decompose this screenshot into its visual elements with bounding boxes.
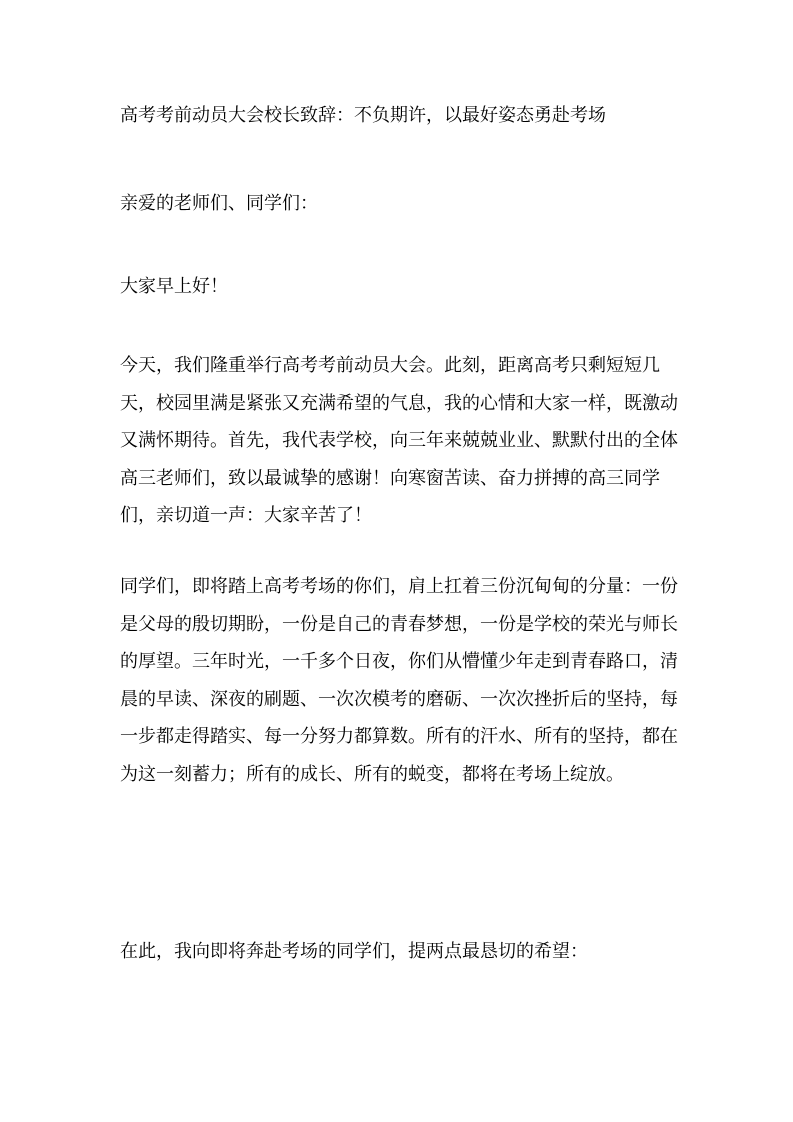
- document-title: 高考考前动员大会校长致辞：不负期许，以最好姿态勇赴考场: [120, 105, 606, 126]
- greeting: 大家早上好！: [120, 276, 228, 297]
- paragraph-encouragement: 同学们，即将踏上高考考场的你们，肩上扛着三份沉甸甸的分量：一份是父母的殷切期盼，一份是自己的青春梦想，一份是学校的荣光与师长的厚望。三年时光，一千多个日夜，你们从懵懂少年走到青春路口，清晨的早读、深夜的刷题、一次次模考的磨砺、一次次挫折后的坚持，每一步都走得踏实、每一分努力都算数。所有的汗水、所有的坚持，都在为这一刻蓄力；所有的成长、所有的蜕变，都将在考场上绽放。: [120, 576, 678, 785]
- salutation: 亲爱的老师们、同学们：: [120, 193, 318, 214]
- paragraph-hopes-intro: 在此，我向即将奔赴考场的同学们，提两点最恳切的希望：: [120, 941, 588, 962]
- paragraph-opening: 今天，我们隆重举行高考考前动员大会。此刻，距离高考只剩短短几天，校园里满是紧张又充满希望的气息，我的心情和大家一样，既激动又满怀期待。首先，我代表学校，向三年来兢兢业业、默默付出的全体高三老师们，致以最诚挚的感谢！向寒窗苦读、奋力拼搏的高三同学们，亲切道一声：大家辛苦了！: [120, 355, 678, 526]
